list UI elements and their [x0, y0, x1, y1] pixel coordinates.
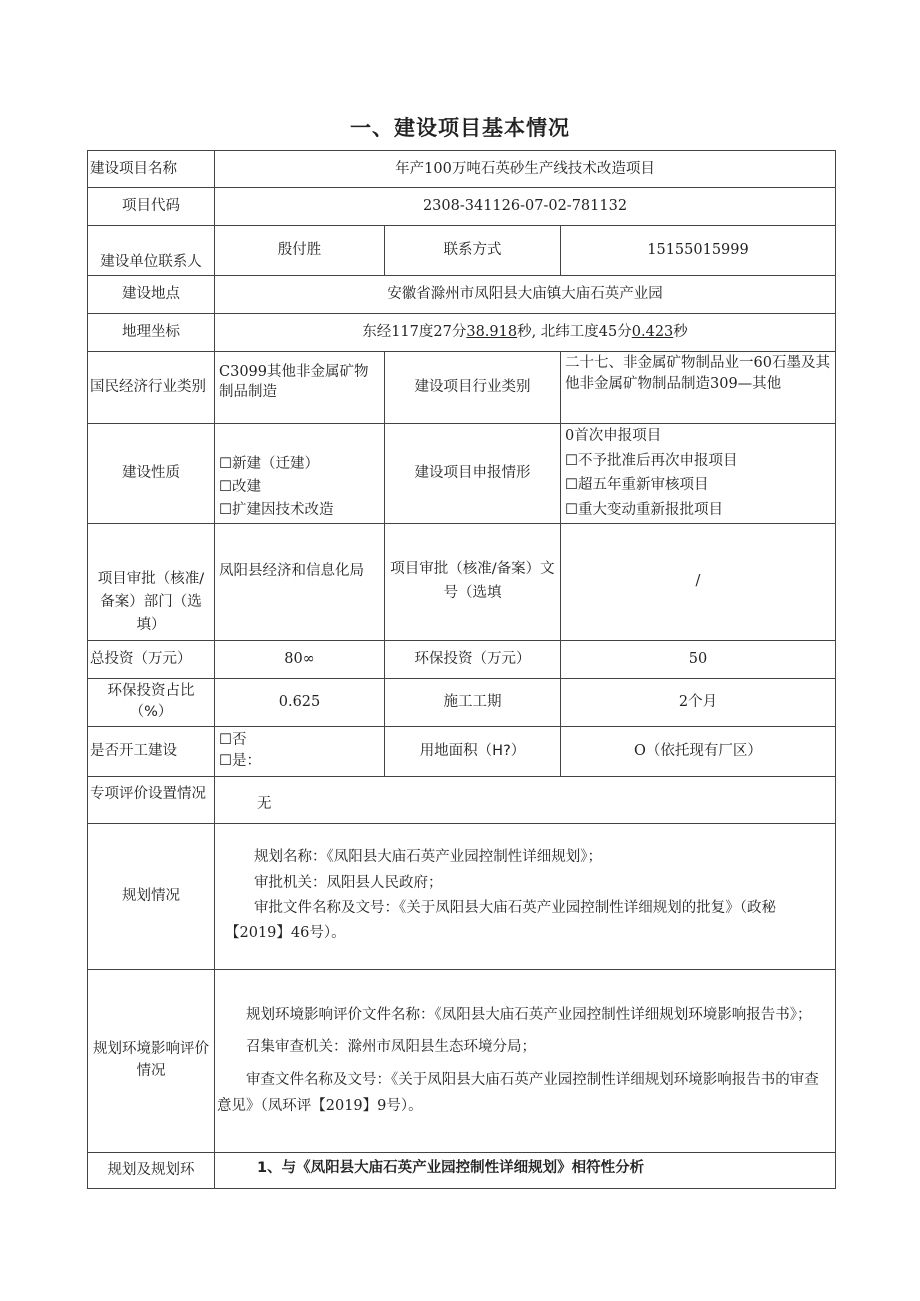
- investment-value: 80∞: [215, 640, 385, 678]
- coords-lat-prefix: , 北纬工度45分: [531, 324, 632, 341]
- conformity-heading: 1、与《凤阳县大庙石英产业园控制性详细规划》相符性分析: [215, 1152, 836, 1188]
- table-row: [88, 151, 836, 188]
- industry-value: C3099其他非金属矿物制品制造: [215, 352, 385, 424]
- coords-lat-seconds: 0.423: [631, 324, 674, 341]
- approval-doc-value: /: [561, 523, 836, 640]
- project-name-value: 年产100万吨石英砂生产线技术改造项目: [215, 151, 836, 188]
- eia-label: 规划环境影响评价情况: [88, 969, 215, 1152]
- env-ratio-label: 环保投资占比（%）: [88, 678, 215, 726]
- table-row: [88, 424, 836, 524]
- planning-line: 规划名称：《凤阳县大庙石英产业园控制性详细规划》；: [254, 849, 602, 866]
- started-label: 是否开工建设: [88, 726, 215, 776]
- industry-category-label: 建设项目行业类别: [385, 352, 561, 424]
- nature-label: 建设性质: [88, 424, 215, 524]
- planning-label: 规划情况: [88, 823, 215, 969]
- industry-label: 国民经济行业类别: [88, 352, 215, 424]
- declaration-options: [561, 424, 836, 524]
- started-option[interactable]: ☐是：: [219, 753, 261, 770]
- land-area-value: O（依托现有厂区）: [561, 726, 836, 776]
- project-code-value: 2308-341126-07-02-781132: [215, 188, 836, 226]
- location-value: 安徽省滁州市凤阳县大庙镇大庙石英产业园: [215, 276, 836, 314]
- table-row: [88, 226, 836, 276]
- coords-lon-seconds: 38.918: [466, 324, 518, 341]
- planning-line: 审批文件名称及文号：《关于凤阳县大庙石英产业园控制性详细规划的批复》（政秘【2019】46号）。: [225, 900, 776, 942]
- coords-label: 地理坐标: [88, 314, 215, 352]
- table-row: [88, 1152, 836, 1188]
- table-row: [88, 314, 836, 352]
- planning-content: [215, 823, 836, 969]
- planning-line: 审批机关：凤阳县人民政府；: [254, 874, 443, 891]
- nature-option[interactable]: ☐改建: [219, 479, 261, 496]
- coords-value: [215, 314, 836, 352]
- construction-period-value: 2个月: [561, 678, 836, 726]
- declaration-label: 建设项目申报情形: [385, 424, 561, 524]
- project-info-table: [87, 150, 836, 1189]
- location-label: 建设地点: [88, 276, 215, 314]
- table-row: [88, 523, 836, 640]
- declaration-option[interactable]: ☐重大变动重新报批项目: [565, 501, 723, 518]
- table-row: [88, 352, 836, 424]
- construction-period-label: 施工工期: [385, 678, 561, 726]
- table-row: [88, 276, 836, 314]
- declaration-option[interactable]: 0首次申报项目: [565, 428, 662, 444]
- table-row: [88, 640, 836, 678]
- table-row: [88, 823, 836, 969]
- nature-options: [215, 424, 385, 524]
- page-title: 一、建设项目基本情况: [350, 116, 570, 140]
- investment-label: 总投资（万元）: [88, 640, 215, 678]
- table-row: [88, 726, 836, 776]
- nature-option[interactable]: ☐扩建因技术改造: [219, 502, 334, 519]
- conformity-label: 规划及规划环: [88, 1152, 215, 1188]
- coords-lon-unit: 秒: [517, 324, 532, 341]
- land-area-label: 用地面积（H?）: [385, 726, 561, 776]
- declaration-option[interactable]: ☐超五年重新审核项目: [565, 477, 709, 494]
- coords-lat-unit: 秒: [673, 324, 688, 341]
- env-investment-value: 50: [561, 640, 836, 678]
- table-row: [88, 776, 836, 823]
- special-eval-value: 无: [215, 776, 836, 823]
- eia-content: [215, 969, 836, 1152]
- approval-dept-label: 项目审批（核准/备案）部门（选填）: [88, 523, 215, 640]
- approval-dept-value: 凤阳县经济和信息化局: [215, 523, 385, 640]
- env-ratio-value: 0.625: [215, 678, 385, 726]
- special-eval-label: 专项评价设置情况: [88, 776, 215, 823]
- started-options: [215, 726, 385, 776]
- coords-lon-prefix: 东经117度27分: [362, 324, 467, 341]
- industry-category-value: 二十七、非金属矿物制品业一60石墨及其他非金属矿物制品制造309—其他: [561, 352, 836, 424]
- env-investment-label: 环保投资（万元）: [385, 640, 561, 678]
- table-row: [88, 188, 836, 226]
- started-option[interactable]: ☐否: [219, 732, 247, 749]
- declaration-option[interactable]: ☐不予批准后再次申报项目: [565, 452, 738, 469]
- eia-line: 规划环境影响评价文件名称：《凤阳县大庙石英产业园控制性详细规划环境影响报告书》；: [246, 1007, 812, 1024]
- approval-doc-label: 项目审批（核准/备案）文号（选填: [385, 523, 561, 640]
- table-row: [88, 969, 836, 1152]
- contact-label: 建设单位联系人: [88, 226, 215, 276]
- project-code-label: 项目代码: [88, 188, 215, 226]
- eia-line: 审查文件名称及文号：《关于凤阳县大庙石英产业园控制性详细规划环境影响报告书的审查意见》（凤环评【2019】9号）。: [217, 1071, 819, 1114]
- project-name-label: 建设项目名称: [88, 151, 215, 188]
- nature-option[interactable]: ☐新建（迁建）: [219, 456, 319, 472]
- contact-phone: 15155015999: [561, 226, 836, 276]
- eia-line: 召集审查机关：滁州市凤阳县生态环境分局；: [246, 1039, 536, 1056]
- contact-phone-label: 联系方式: [385, 226, 561, 276]
- contact-name: 殷付胜: [215, 226, 385, 276]
- table-row: [88, 678, 836, 726]
